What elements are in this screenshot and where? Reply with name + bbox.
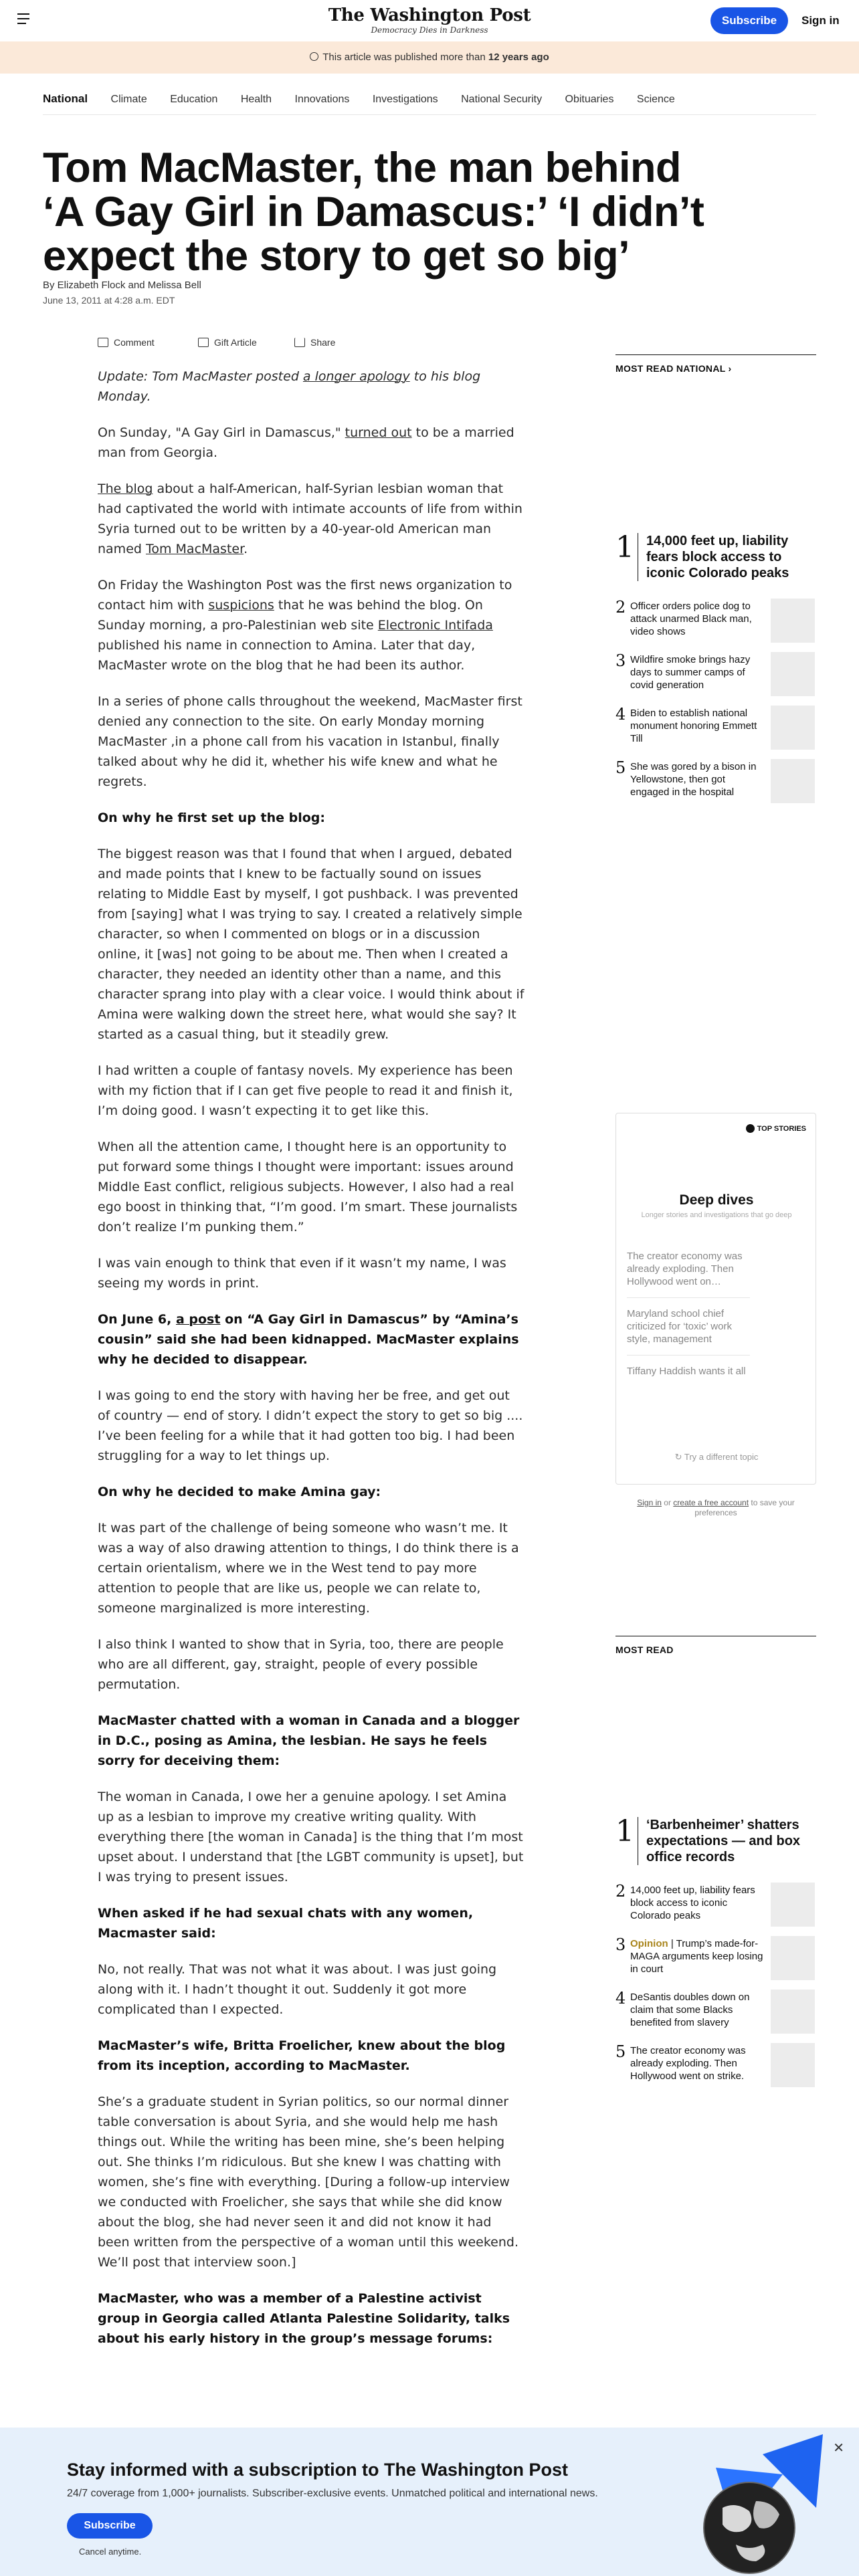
- story-thumbnail: [771, 706, 815, 750]
- rank-number: 5: [615, 758, 626, 777]
- notice-age: 12 years ago: [488, 51, 549, 63]
- story-thumbnail: [771, 599, 815, 643]
- rank-number: 5: [615, 2042, 626, 2061]
- story-title: The creator economy was already exploding. Then Hollywood went on strike.: [630, 2045, 746, 2082]
- turned-out-link[interactable]: turned out: [345, 425, 412, 440]
- paragraph: I was going to end the story with having her be free, and get out of country — end of story. I didn’t expect the story to get so big .... I’ve been feeling for a while that it had gotten too big. I had been struggling for a way to let things up.: [98, 1388, 523, 1463]
- list-item[interactable]: [615, 1883, 816, 1927]
- most-read-national-title[interactable]: MOST READ NATIONAL ›: [615, 354, 816, 374]
- paragraph: No, not really. That was not what it was about. I was just going along with it. I hadn’t thought it out. Suddenly it got more complicated than I expected.: [98, 1962, 497, 2017]
- share-label: Share: [310, 337, 336, 348]
- list-item[interactable]: [615, 1814, 816, 1865]
- nav-item-education[interactable]: Education: [170, 94, 218, 105]
- refresh-icon: ↻: [674, 1452, 684, 1462]
- paragraph: I had written a couple of fantasy novels. My experience has been with my fiction that if I can get five people to read it and finish it, I’m doing good. I wasn’t expecting it to get like this.: [98, 1063, 513, 1118]
- apology-link[interactable]: a longer apology: [302, 369, 410, 384]
- list-item[interactable]: [615, 1990, 816, 2034]
- subhead: On June 6, a post on “A Gay Girl in Damascus” by “Amina’s cousin” said she had been kidnapped. MacMaster explains why he decided to disappear.: [98, 1312, 519, 1367]
- create-account-link[interactable]: create a free account: [673, 1498, 749, 1507]
- age-notice: [0, 41, 859, 74]
- clock-icon: [310, 52, 318, 61]
- paragraph: She’s a graduate student in Syrian politics, so our normal dinner table conversation is about Syria, and she would help me hash things out. While the writing has been mine, she’s been helping out. She thinks I’m ridiculous. But she knew I was chatting with women, she’s fine with everything. [During a follow-up interview we conducted with Froelicher, she says that while she did know about the blog, she had never seen it and did not know it had been written from the perspective of a woman until this weekend. We’ll post that interview soon.]: [98, 2095, 519, 2270]
- share-icon: [294, 338, 305, 347]
- nav-item-innovations[interactable]: Innovations: [294, 94, 350, 105]
- list-item[interactable]: [615, 1936, 816, 1980]
- try-different-topic-button[interactable]: ↻ Try a different topic: [674, 1452, 759, 1462]
- paragraph: I also think I wanted to show that in Syria, too, there are people who are all different, gay, straight, people of every possible permutation.: [98, 1637, 504, 1692]
- story-title: She was gored by a bison in Yellowstone, then got engaged in the hospital: [630, 761, 757, 798]
- top-stories-list: [627, 1250, 750, 1396]
- rank-number: 4: [615, 705, 626, 724]
- story-title: Biden to establish national monument honoring Emmett Till: [630, 708, 757, 744]
- rank-number: 1: [615, 1817, 638, 1865]
- nav-item-investigations[interactable]: Investigations: [372, 94, 438, 105]
- logo-name: The Washington Post: [328, 5, 531, 25]
- story-title: Opinion | Trump’s made-for-MAGA arguments keep losing in court: [630, 1938, 763, 1975]
- most-read-national: [615, 354, 816, 803]
- electronic-intifada-link[interactable]: Electronic Intifada: [377, 618, 493, 633]
- signin-link[interactable]: Sign in: [637, 1498, 662, 1507]
- subhead: MacMaster chatted with a woman in Canada and a blogger in D.C., posing as Amina, the lesbian. He says he feels sorry for deceiving them:: [98, 1713, 520, 1768]
- paragraph: The blog about a half-American, half-Syrian lesbian woman that had captivated the world with intimate accounts of life from within Syria turned out to be written by a 40-year-old American man named Tom MacMaster.: [98, 481, 522, 556]
- story-title: ‘Barbenheimer’ shatters expectations — and box office records: [646, 1818, 801, 1864]
- paragraph: The woman in Canada, I owe her a genuine apology. I set Amina up as a lesbian to improve my creative writing quality. With everything there [the woman in Canada] is the thing that I’m most upset about. I understand that [the LGBT community is upset], but I was trying to present issues.: [98, 1790, 524, 1885]
- nav-item-climate[interactable]: Climate: [110, 94, 147, 105]
- top-stories-card: [615, 1113, 816, 1485]
- story-title: Officer orders police dog to attack unarmed Black man, video shows: [630, 601, 752, 637]
- nav-item-obituaries[interactable]: Obituaries: [565, 94, 614, 105]
- subscription-banner: [0, 2428, 859, 2576]
- article-body: [98, 366, 526, 2365]
- banner-subtitle: 24/7 coverage from 1,000+ journalists. Subscriber-exclusive events. Unmatched political and international news.: [67, 2488, 598, 2499]
- tom-macmaster-link[interactable]: Tom MacMaster: [145, 542, 244, 556]
- share-button[interactable]: [294, 334, 335, 350]
- paragraph: In a series of phone calls throughout the weekend, MacMaster first denied any connection to the site. On early Monday morning MacMaster ,in a phone call from his vacation in Istanbul, finally talked about why he did it, whether his wife knew and what he regrets.: [98, 694, 522, 789]
- blog-link[interactable]: The blog: [98, 481, 153, 496]
- top-stories-heading: Deep dives: [679, 1192, 754, 1208]
- top-bar: [0, 0, 859, 41]
- comment-label: Comment: [114, 337, 155, 348]
- top-stories-subheading: Longer stories and investigations that go deep: [641, 1211, 792, 1219]
- paragraph: On Sunday, "A Gay Girl in Damascus," turned out to be a married man from Georgia.: [98, 425, 514, 460]
- suspicions-link[interactable]: suspicions: [208, 598, 274, 613]
- list-item[interactable]: [615, 530, 816, 581]
- update-paragraph: Update: Tom MacMaster posted a longer apology to his blog Monday.: [98, 369, 481, 404]
- story-title: Wildfire smoke brings hazy days to summer camps of covid generation: [630, 654, 751, 691]
- banner-title: Stay informed with a subscription to The Washington Post: [67, 2460, 569, 2480]
- nav-item-science[interactable]: Science: [636, 94, 675, 105]
- paragraph: The biggest reason was that I found that when I argued, debated and made points that I knew to be factually sound on issues relating to Middle East by myself, I got pushback. I was prevented from [saying] what I was trying to say. I created a relatively simple character, so when I commented on blogs or in a discussion online, it [was] not going to be about me. Then when I created a character, they needed an identity other than a name, and this character sprang into play with a clear voice. I would think about if Amina were walking down the street here, what would she say? It started as a casual thing, but it steadily grew.: [98, 847, 524, 1042]
- subhead: MacMaster’s wife, Britta Froelicher, knew about the blog from its inception, according to MacMaster.: [98, 2038, 506, 2073]
- cancel-anytime-text: Cancel anytime.: [79, 2547, 142, 2557]
- section-nav: [43, 86, 816, 115]
- list-item[interactable]: The creator economy was already exploding. Then Hollywood went on…: [627, 1250, 750, 1298]
- close-icon[interactable]: ✕: [833, 2441, 844, 2456]
- paragraph: When all the attention came, I thought here is an opportunity to put forward some things I thought were important: issues around Middle East conflict, religious subjects. However, I also had a real ego boost in thinking that, “I’m good. I’m smart. These journalists don’t realize I’m punking them.”: [98, 1140, 518, 1235]
- notice-prefix: This article was published more than: [322, 51, 488, 63]
- most-read: [615, 1636, 816, 2087]
- signin-button[interactable]: Sign in: [801, 14, 840, 27]
- story-thumbnail: [771, 1936, 815, 1980]
- gift-article-button[interactable]: [198, 334, 257, 350]
- nav-item-health[interactable]: Health: [240, 94, 272, 105]
- subhead: When asked if he had sexual chats with any women, Macmaster said:: [98, 1906, 474, 1941]
- globe-illustration: [689, 2428, 836, 2576]
- rank-number: 4: [615, 1989, 626, 2008]
- story-thumbnail: [771, 652, 815, 696]
- a-post-link[interactable]: a post: [175, 1312, 221, 1327]
- gift-icon: [198, 338, 209, 347]
- most-read-title: MOST READ: [615, 1636, 816, 1655]
- list-item[interactable]: [615, 2043, 816, 2087]
- list-item[interactable]: [615, 759, 816, 803]
- story-thumbnail: [771, 759, 815, 803]
- story-title: DeSantis doubles down on claim that some Blacks benefited from slavery: [630, 1992, 750, 2028]
- banner-subscribe-button[interactable]: Subscribe: [67, 2513, 153, 2539]
- subhead: On why he decided to make Amina gay:: [98, 1485, 381, 1499]
- nav-item-national-security[interactable]: National Security: [461, 94, 543, 105]
- nav-item-national[interactable]: National: [43, 92, 88, 105]
- list-item[interactable]: [615, 599, 816, 643]
- dateline: June 13, 2011 at 4:28 a.m. EDT: [43, 295, 175, 306]
- rank-number: 2: [615, 598, 626, 617]
- opinion-label: Opinion: [630, 1938, 668, 1949]
- top-stories-badge: TOP STORIES: [746, 1124, 806, 1133]
- byline[interactable]: By Elizabeth Flock and Melissa Bell: [43, 280, 201, 291]
- chevron-right-icon: ›: [728, 363, 732, 374]
- subhead: MacMaster, who was a member of a Palestine activist group in Georgia called Atlanta Palestine Solidarity, talks about his early history in the group’s message forums:: [98, 2291, 510, 2346]
- story-thumbnail: [771, 2043, 815, 2087]
- list-item[interactable]: Tiffany Haddish wants it all: [627, 1366, 746, 1377]
- story-thumbnail: [771, 1883, 815, 1927]
- list-item[interactable]: Maryland school chief criticized for ‘toxic’ work style, management: [627, 1307, 750, 1356]
- save-preferences-note: Sign in or create a free account to save your preferences: [637, 1498, 795, 1517]
- list-item[interactable]: [615, 706, 816, 750]
- paragraph: I was vain enough to think that even if it wasn’t my name, I was seeing my words in print.: [98, 1256, 506, 1291]
- subhead: On why he first set up the blog:: [98, 811, 325, 825]
- wp-logo-icon: [746, 1124, 755, 1133]
- rank-number: 2: [615, 1882, 626, 1901]
- story-thumbnail: [771, 1990, 815, 2034]
- rank-number: 1: [615, 533, 638, 581]
- paragraph: On Friday the Washington Post was the first news organization to contact him with suspicions that he was behind the blog. On Sunday morning, a pro-Palestinian web site Electronic Intifada published his name in connection to Amina. Later that day, MacMaster wrote on the blog that he had been its author.: [98, 578, 512, 673]
- rank-number: 3: [615, 1935, 626, 1954]
- rank-number: 3: [615, 651, 626, 670]
- comment-icon: [98, 338, 108, 347]
- comment-button[interactable]: [98, 334, 155, 350]
- gift-label: Gift Article: [214, 337, 257, 348]
- story-title: 14,000 feet up, liability fears block access to iconic Colorado peaks: [646, 534, 789, 580]
- logo-tagline: Democracy Dies in Darkness: [371, 25, 488, 35]
- list-item[interactable]: [615, 652, 816, 696]
- paragraph: It was part of the challenge of being someone who wasn’t me. It was a way of also drawing attention to things, I do think there is a certain orientalism, where we in the West tend to pay more attention to people that are like us, people we can relate to, someone marginalized is more interesting.: [98, 1521, 519, 1616]
- subscribe-button[interactable]: Subscribe: [710, 7, 788, 34]
- headline: Tom MacMaster, the man behind ‘A Gay Girl in Damascus:’ ‘I didn’t expect the story to get so big’: [43, 144, 704, 280]
- story-title: 14,000 feet up, liability fears block access to iconic Colorado peaks: [630, 1885, 755, 1921]
